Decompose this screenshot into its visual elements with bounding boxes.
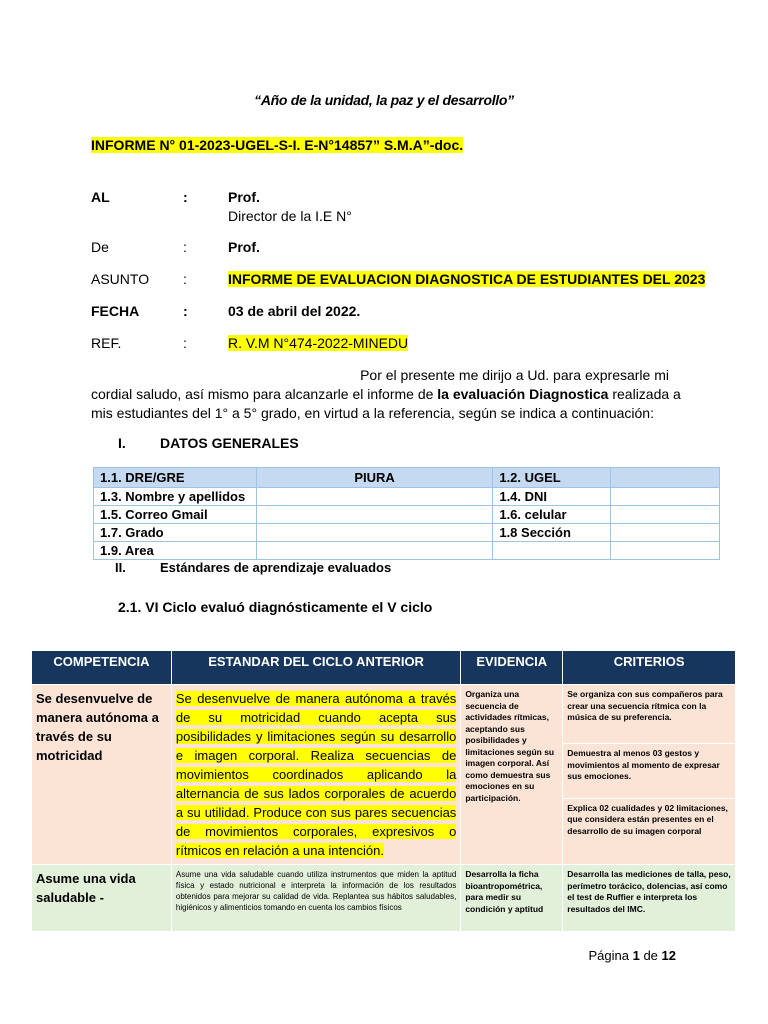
criterio-cell: Desarrolla las mediciones de talla, peso, perímetro torácico, dolencias, así como el test de Ruffier e interpreta los resultados del IMC. bbox=[563, 865, 736, 932]
header-competencia: COMPETENCIA bbox=[32, 651, 172, 685]
datos-generales-table bbox=[93, 467, 720, 560]
section2-title: Estándares de aprendizaje evaluados bbox=[160, 560, 392, 575]
table-cell: 1.2. UGEL bbox=[493, 468, 611, 488]
evidencia-cell: Desarrolla la ficha bioantropométrica, para medir su condición y aptitud bbox=[461, 865, 563, 932]
criterio-cell: Se organiza con sus compañeros para crear una secuencia rítmica con la música de su preferencia. bbox=[563, 685, 736, 744]
table-cell: 1.4. DNI bbox=[493, 488, 611, 506]
ref-label: REF. bbox=[91, 335, 122, 351]
table-cell bbox=[256, 488, 493, 506]
year-motto: “Año de la unidad, la paz y el desarrollo” bbox=[254, 92, 514, 108]
table-cell bbox=[493, 542, 611, 560]
competencia-cell: Asume una vida saludable - bbox=[32, 865, 172, 932]
al-label: AL bbox=[91, 189, 110, 205]
table-cell: 1.3. Nombre y apellidos bbox=[94, 488, 257, 506]
asunto-value: INFORME DE EVALUACION DIAGNOSTICA DE ESTUDIANTES DEL 2023 bbox=[228, 271, 706, 287]
de-label: De bbox=[91, 239, 109, 255]
table-cell bbox=[611, 506, 720, 524]
table-cell: 1.5. Correo Gmail bbox=[94, 506, 257, 524]
table-row bbox=[94, 524, 720, 542]
al-value: Prof. bbox=[228, 189, 260, 205]
table-cell bbox=[256, 506, 493, 524]
table-cell bbox=[611, 542, 720, 560]
table-cell: 1.9. Area bbox=[94, 542, 257, 560]
table-row bbox=[94, 506, 720, 524]
table-header-row bbox=[32, 651, 736, 685]
ref-value: R. V.M N°474-2022-MINEDU bbox=[228, 335, 409, 351]
estandar-cell: Asume una vida saludable cuando utiliza instrumentos que miden la aptitud física y estado nutricional e interpreta la información de los resultados obtenidos para mejorar su calidad de vida. Replantea sus hábitos saludables, higiénicos y alimenticios tomando en cuenta los cambios físicos bbox=[171, 865, 460, 932]
table-cell: 1.8 Sección bbox=[493, 524, 611, 542]
asunto-label: ASUNTO bbox=[91, 271, 150, 287]
asunto-colon: : bbox=[183, 271, 187, 287]
de-value: Prof. bbox=[228, 239, 260, 255]
ref-colon: : bbox=[183, 335, 187, 351]
fecha-value: 03 de abril del 2022. bbox=[228, 303, 361, 319]
header-estandar: ESTANDAR DEL CICLO ANTERIOR bbox=[171, 651, 460, 685]
table-cell bbox=[611, 524, 720, 542]
table-cell bbox=[256, 524, 493, 542]
competencias-table bbox=[31, 650, 736, 932]
criterio-cell: Demuestra al menos 03 gestos y movimientos al momento de expresar sus emociones. bbox=[563, 744, 736, 798]
al-value-director: Director de la I.E N° bbox=[228, 208, 352, 224]
competencia-cell: Se desenvuelve de manera autónoma a través de su motricidad bbox=[32, 685, 172, 865]
fecha-label: FECHA bbox=[91, 303, 140, 319]
intro-paragraph: Por el presente me dirijo a Ud. para expresarle mi cordial saludo, así mismo para alcanzarle el informe de la evaluación Diagnostica realizada a mis estudiantes del 1° a 5° grado, en virtud a la referencia, según se indica a continuación: bbox=[91, 367, 681, 421]
page-footer: Página 1 de 12 bbox=[588, 948, 676, 963]
subsection-title: 2.1. VI Ciclo evaluó diagnósticamente el V ciclo bbox=[118, 599, 433, 615]
table-cell bbox=[256, 542, 493, 560]
table-cell bbox=[611, 468, 720, 488]
table-row bbox=[94, 488, 720, 506]
table-row bbox=[32, 685, 736, 744]
table-cell bbox=[611, 488, 720, 506]
table-cell: PIURA bbox=[256, 468, 493, 488]
table-cell: 1.6. celular bbox=[493, 506, 611, 524]
al-colon: : bbox=[183, 189, 188, 205]
header-criterios: CRITERIOS bbox=[563, 651, 736, 685]
informe-title: INFORME N° 01-2023-UGEL-S-I. E-N°14857” S.M.A”-doc. bbox=[91, 137, 464, 153]
table-row bbox=[94, 468, 720, 488]
evidencia-cell: Organiza una secuencia de actividades rítmicas, aceptando sus posibilidades y limitaciones según su imagen corporal. Así como demuestra sus emociones en su participación. bbox=[461, 685, 563, 865]
table-row bbox=[32, 865, 736, 932]
table-cell: 1.7. Grado bbox=[94, 524, 257, 542]
section1-num: I. bbox=[118, 435, 126, 451]
table-row bbox=[94, 542, 720, 560]
table-cell: 1.1. DRE/GRE bbox=[94, 468, 257, 488]
header-evidencia: EVIDENCIA bbox=[461, 651, 563, 685]
fecha-colon: : bbox=[183, 303, 188, 319]
section1-title: DATOS GENERALES bbox=[160, 435, 299, 451]
de-colon: : bbox=[183, 239, 187, 255]
section2-num: II. bbox=[115, 560, 126, 575]
criterio-cell: Explica 02 cualidades y 02 limitaciones, que considera están presentes en el desarrollo de su imagen corporal bbox=[563, 798, 736, 864]
estandar-cell: Se desenvuelve de manera autónoma a través de su motricidad cuando acepta sus posibilidades y limitaciones según su desarrollo e imagen corporal. Realiza secuencias de movimientos coordinados aplicando la alternancia de sus lados corporales de acuerdo a su utilidad. Produce con sus pares secuencias de movimientos corporales, expresivos o rítmicos en relación a una intención. bbox=[171, 685, 460, 865]
